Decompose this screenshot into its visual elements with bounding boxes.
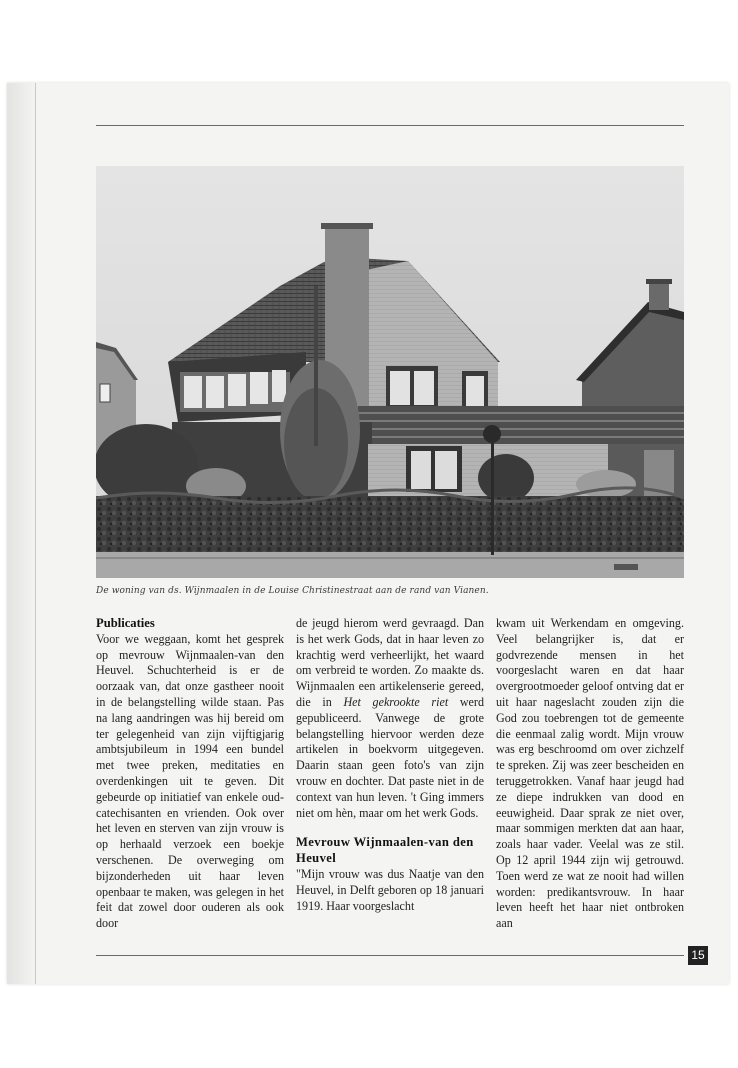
- paragraph-text: werd gepubliceerd. Vanwege de grote belangstelling hiervoor werden deze artikelen in boekvorm uitgegeven. Daarin staan geen foto's van zijn vrouw en dochter. Dat paste niet in de context van hun leven. 't Ging immers niet om hèn, maar om het werk Gods.: [296, 694, 484, 820]
- house-photo: [96, 166, 684, 578]
- section-subheading: Mevrouw Wijnmaalen-van den Heuvel: [296, 835, 474, 866]
- photo-caption: De woning van ds. Wijnmaalen in de Louise Christinestraat aan de rand van Vianen.: [96, 586, 489, 596]
- paragraph: "Mijn vrouw was dus Naatje van den Heuvel, in Delft geboren op 18 januari 1919. Haar voorgeslacht: [296, 866, 484, 913]
- publication-title: Het gekrookte riet: [343, 694, 449, 709]
- text-column-3: [496, 616, 684, 932]
- paragraph-text: de jeugd hierom werd gevraagd. Dan is het werk Gods, dat in haar leven zo krachtig werd verheerlijkt, het waard om verbreid te worden. Zo maakte ds. Wijnmaalen een artikelenserie gereed, die in: [296, 616, 484, 709]
- top-rule: [96, 125, 684, 126]
- section-heading: Publicaties: [96, 616, 155, 630]
- text-column-1: [96, 616, 284, 932]
- paragraph: kwam uit Werkendam en omgeving. Veel belangrijker is, dat er godvrezende mensen in het voorgeslacht waren en dat haar overgrootmoeder geloof ontving dat er uit haar nageslacht zouden zijn die God zou toebrengen tot de gemeente die eenmaal zalig wordt. Mijn vrouw was erg beschroomd om over zichzelf te spreken. Zij was zeer bescheiden en teruggetrokken. Vanaf haar jeugd had ze diepe indrukken van dood en eeuwigheid. Daar sprak ze niet over, maar sommigen merkten dat aan haar, zoals haar vader. Veelal was ze stil. Op 12 april 1944 zijn wij getrouwd. Toen werd ze wat ze nooit had willen worden: predikantsvrouw. In haar leven heeft het haar niet ontbroken aan: [496, 616, 684, 931]
- text-column-2: [296, 616, 484, 914]
- bottom-rule: [96, 955, 684, 956]
- page-number: 15: [688, 946, 708, 965]
- page-binding-edge: [7, 83, 36, 984]
- paragraph: [296, 616, 484, 821]
- paragraph: Voor we weggaan, komt het gesprek op mevrouw Wijnmaalen-van den Heuvel. Schuchterheid is er de oorzaak van, dat onze gastheer nooit in de belangstelling wilde staan. Pas na lang aandringen was hij bereid om ter gelegenheid van zijn vijftigjarig ambtsjubileum in 1994 een bundel met twee preken, meditaties en overdenkingen uit te geven. Dit gebeurde op initiatief van enkele oud-catechisanten en vrienden. Ook over het leven en sterven van zijn vrouw is op herhaald verzoek een boekje verschenen. De overweging om bijzonderheden uit haar leven openbaar te maken, was gelegen in het feit dat zowel door ouderen als ook door: [96, 631, 284, 931]
